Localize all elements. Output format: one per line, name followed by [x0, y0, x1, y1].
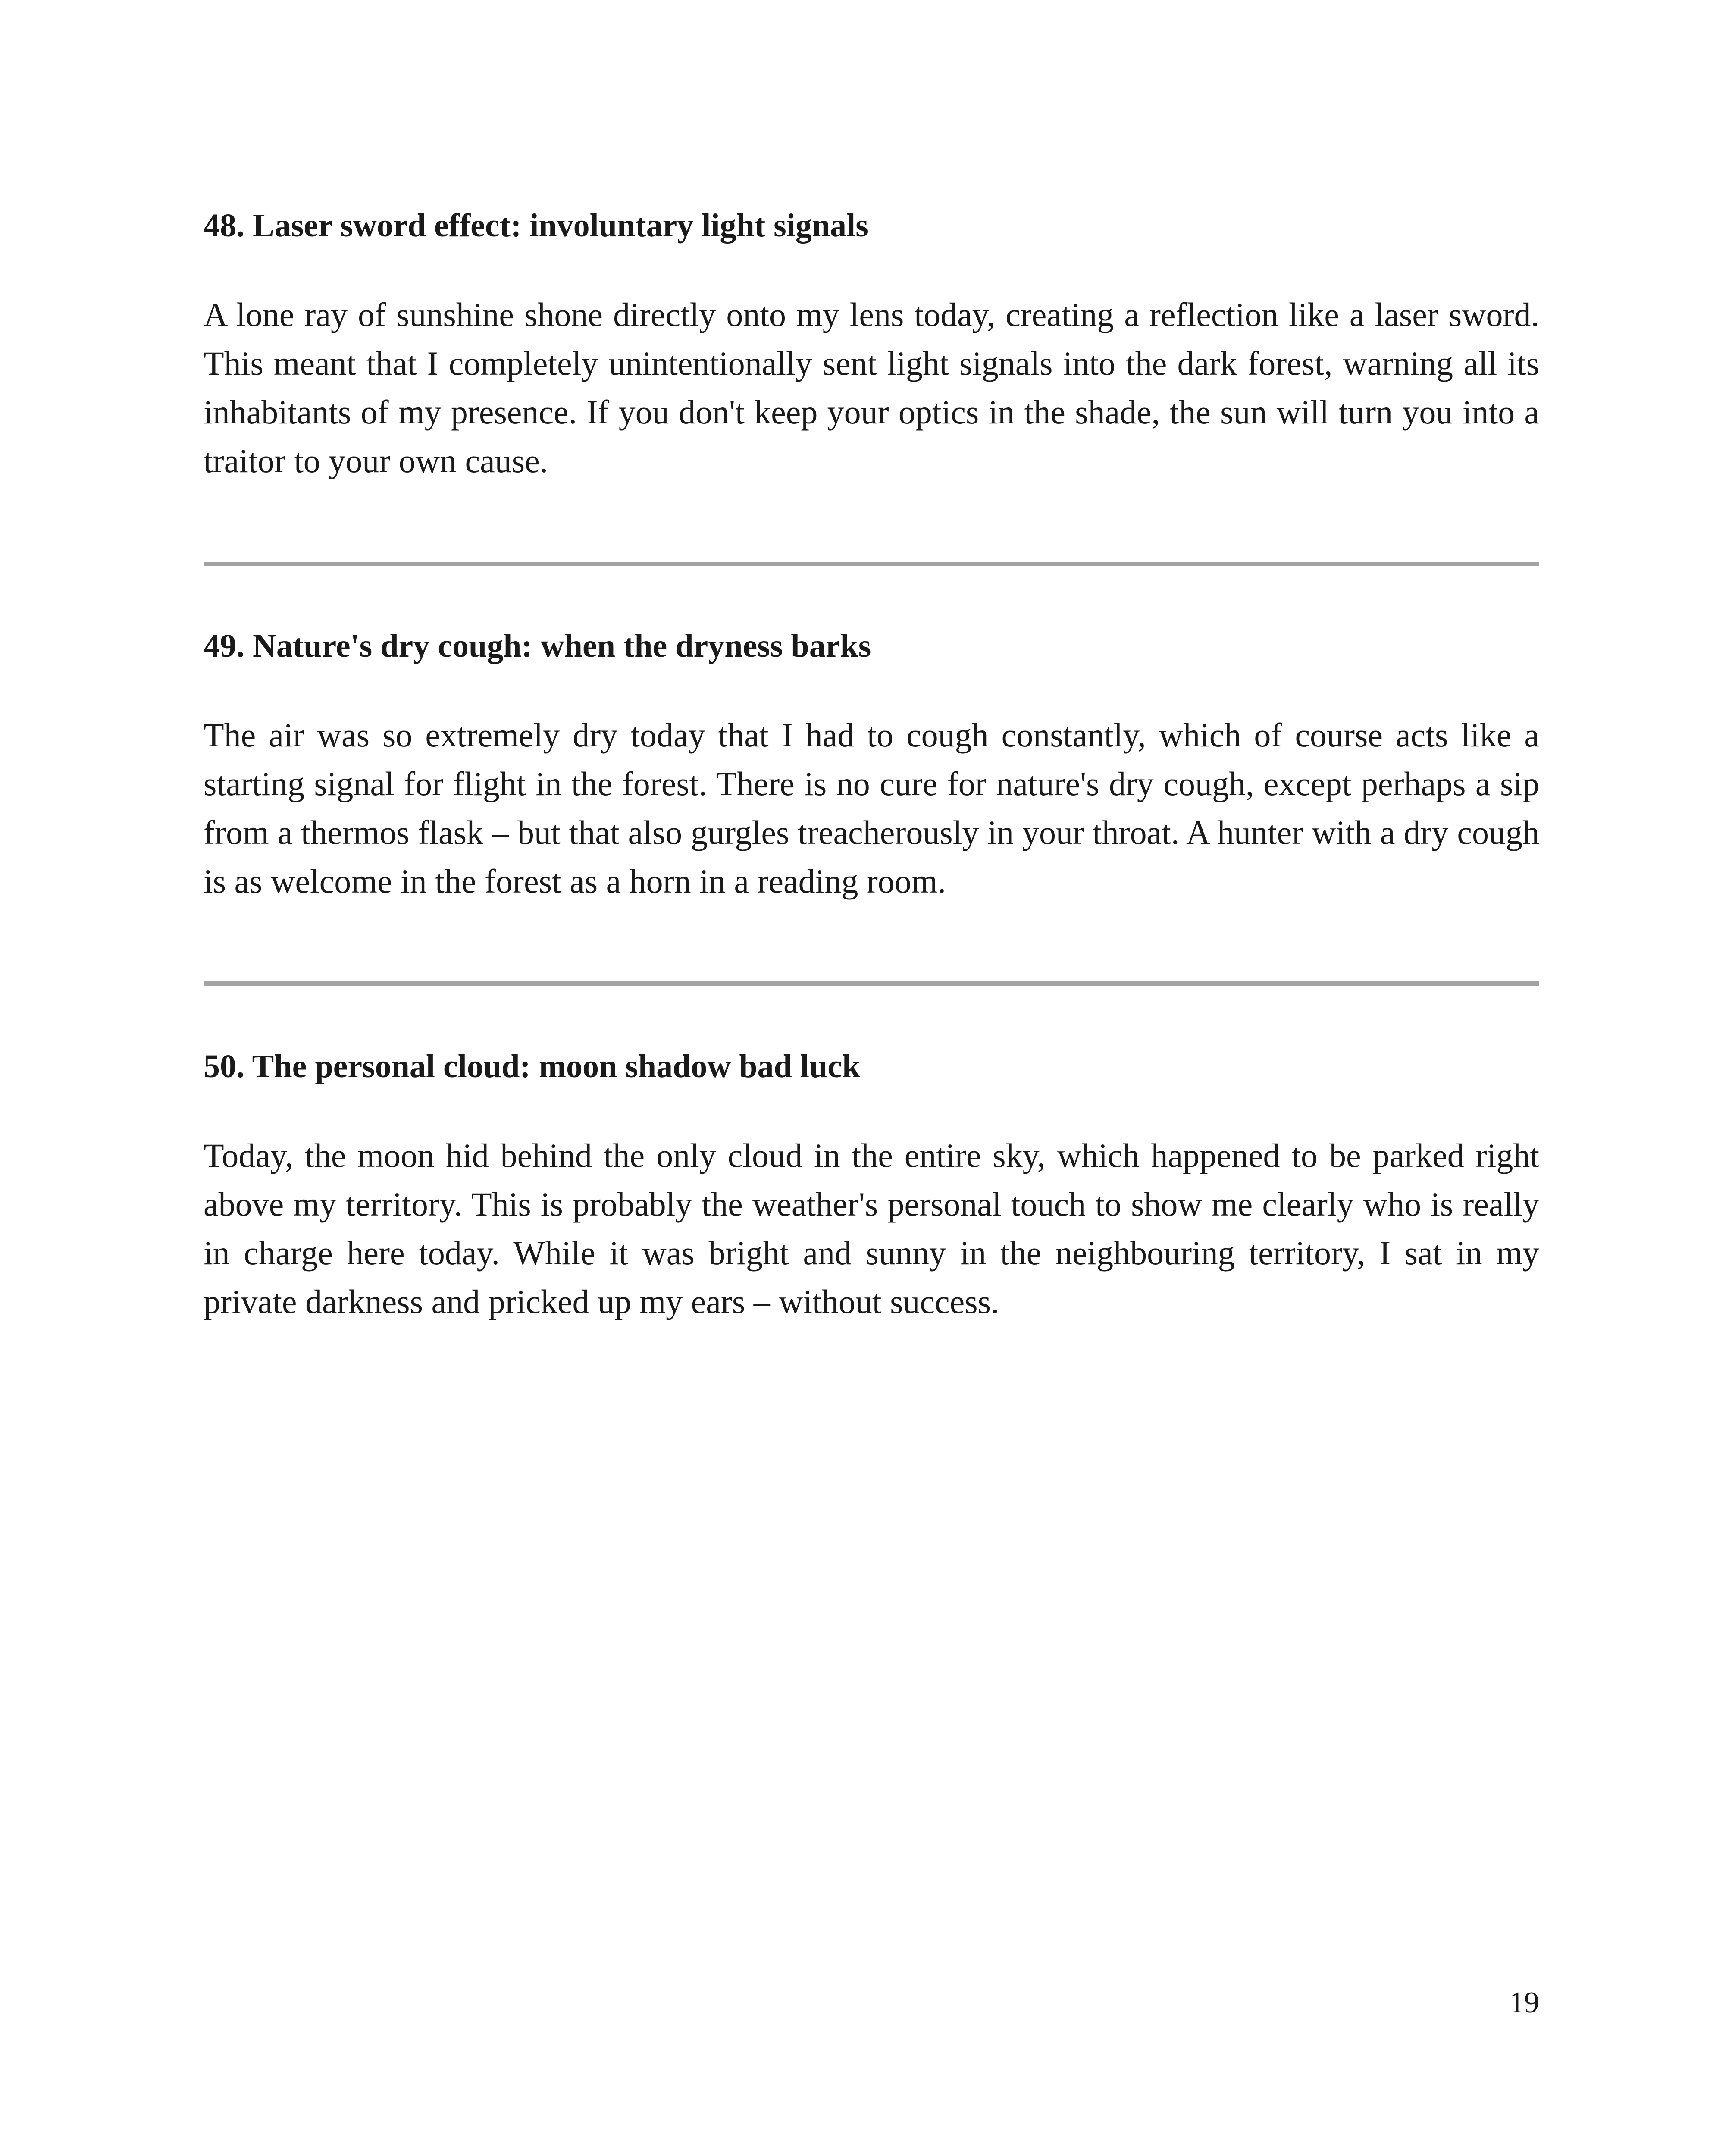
section-49: [204, 624, 1539, 906]
section-heading: 50. The personal cloud: moon shadow bad luck: [204, 1048, 861, 1084]
section-48: [204, 204, 1539, 485]
section-heading: 48. Laser sword effect: involuntary light signals: [204, 207, 868, 244]
section-divider: [204, 562, 1539, 566]
section-body: The air was so extremely dry today that I had to cough constantly, which of course acts like a starting signal for flight in the forest. There is no cure for nature's dry cough, except perhaps a sip from a thermos flask – but that also gurgles treacherously in your throat. A hunter with a dry cough is as welcome in the forest as a horn in a reading room.: [204, 716, 1539, 900]
section-heading: 49. Nature's dry cough: when the dryness barks: [204, 628, 871, 664]
page-number: 19: [1509, 1986, 1539, 2019]
section-body: A lone ray of sunshine shone directly onto my lens today, creating a reflection like a laser sword. This meant that I completely unintentionally sent light signals into the dark forest, warning all its inhabitants of my presence. If you don't keep your optics in the shade, the sun will turn you into a traitor to your own cause.: [204, 296, 1539, 479]
section-50: [204, 1045, 1539, 1326]
section-divider: [204, 981, 1539, 986]
section-body: Today, the moon hid behind the only cloud in the entire sky, which happened to be parked right above my territory. This is probably the weather's personal touch to show me clearly who is really in charge here today. While it was bright and sunny in the neighbouring territory, I sat in my private darkness and pricked up my ears – without success.: [204, 1137, 1539, 1320]
